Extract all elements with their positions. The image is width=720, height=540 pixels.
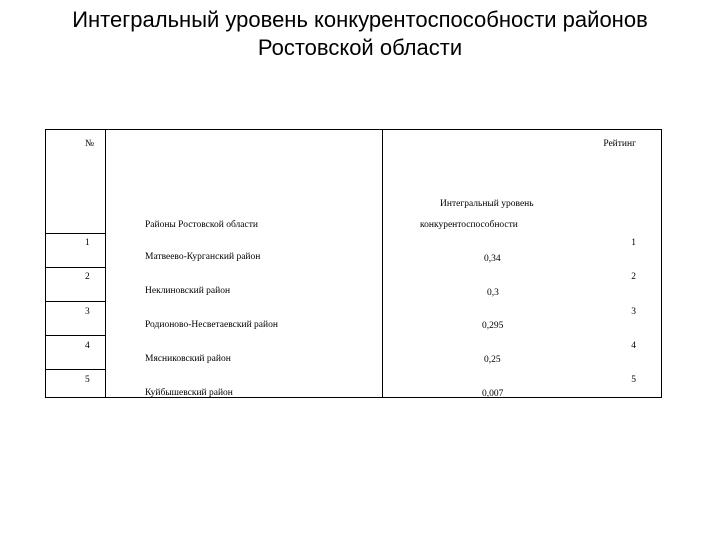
row-value: 0,34 (484, 254, 501, 264)
row-number: 2 (85, 272, 90, 282)
row-divider (46, 233, 106, 234)
row-rank: 3 (631, 307, 636, 317)
header-level-line-1: Интегральный уровень (440, 199, 534, 209)
row-number: 4 (85, 341, 90, 351)
row-rank: 4 (631, 341, 636, 351)
row-rank: 2 (631, 272, 636, 282)
row-district: Мясниковский район (145, 354, 231, 364)
row-divider (46, 335, 106, 336)
row-rank: 5 (631, 375, 636, 385)
row-value: 0,3 (487, 288, 499, 298)
row-district: Родионово-Несветаевский район (145, 320, 278, 330)
header-level-line-2: конкурентоспособности (420, 220, 518, 230)
row-number: 5 (85, 375, 90, 385)
column-divider-district (382, 130, 383, 397)
header-rank: Рейтинг (603, 139, 636, 149)
row-value: 0,007 (482, 389, 504, 399)
title-line-2: Ростовской области (257, 35, 463, 60)
row-district: Неклиновский район (145, 286, 231, 296)
row-value: 0,25 (484, 355, 501, 365)
row-divider (46, 267, 106, 268)
row-divider (46, 369, 106, 370)
page-title (0, 6, 720, 62)
row-district: Матвеево-Курганский район (145, 252, 261, 262)
header-district: Районы Ростовской области (145, 220, 258, 230)
row-number: 3 (85, 307, 90, 317)
title-line-1: Интегральный уровень конкурентоспособности районов (72, 7, 648, 32)
competitiveness-table (45, 129, 662, 398)
column-divider-number (105, 130, 106, 397)
row-rank: 1 (631, 238, 636, 248)
row-value: 0,295 (482, 321, 504, 331)
row-number: 1 (85, 238, 90, 248)
row-divider (46, 301, 106, 302)
row-district: Куйбышевский район (145, 388, 233, 398)
header-number: № (85, 139, 95, 149)
